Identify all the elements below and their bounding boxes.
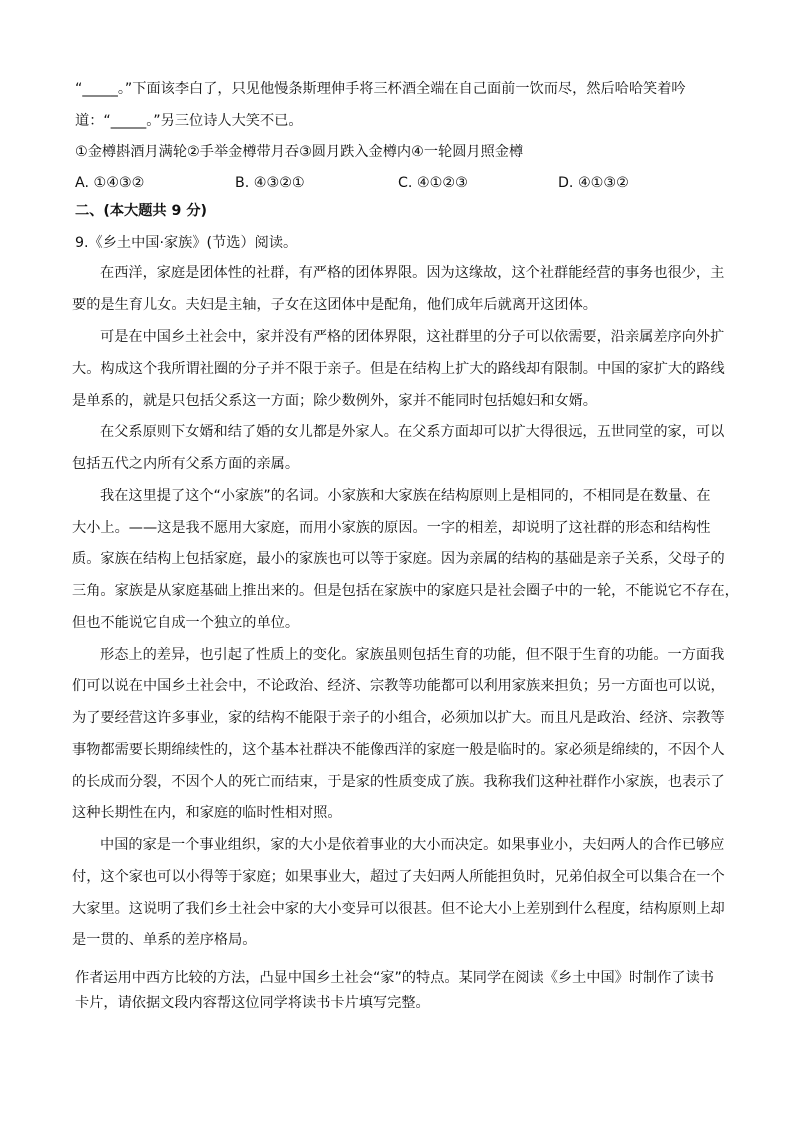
passage-line: 可是在中国乡土社会中，家并没有严格的团体界限，这社群里的分子可以依需要，沿亲属差序向外扩	[100, 329, 725, 345]
passage-line: 包括五代之内所有父系方面的亲属。	[72, 456, 300, 472]
passage-line: 大家里。这说明了我们乡土社会中家的大小变异可以很甚。但不论大小上差别到什么程度，结构原则上却	[72, 901, 725, 917]
passage-line: 但也不能说它自成一个独立的单位。	[72, 615, 300, 631]
section-title: 二、(本大题共 9 分)	[75, 203, 208, 219]
passage-line: 在西洋，家庭是团体性的社群，有严格的团体界限。因为这缘故，这个社群能经营的事务也很少，主	[100, 265, 725, 281]
passage-line: 三角。家族是从家庭基础上推出来的。但是包括在家族中的家庭只是社会圈子中的一轮，不能说它不存在，	[72, 583, 739, 599]
task-instruction-line-1: 作者运用中西方比较的方法，凸显中国乡土社会“家”的特点。某同学在阅读《乡土中国》时制作了读书	[75, 970, 714, 986]
passage-line: 这种长期性在内，和家庭的临时性相对照。	[72, 805, 342, 821]
task-instruction-line-2: 卡片，请依据文段内容帮这位同学将读书卡片填写完整。	[75, 995, 430, 1011]
prev-question-choices: ①金樽斟酒月满轮②手举金樽带月吞③圆月跌入金樽内④一轮圆月照金樽	[75, 144, 524, 160]
option-d: D. ④①③②	[558, 175, 629, 191]
passage-line: 质。家族在结构上包括家庭，最小的家族也可以等于家庭。因为亲属的结构的基础是亲子关系，父母子的	[72, 551, 725, 567]
passage-line: 付，这个家也可以小得等于家庭；如果事业大，超过了夫妇两人所能担负时，兄弟伯叔全可以集合在一个	[72, 869, 725, 885]
option-c: C. ④①②③	[398, 175, 468, 191]
passage-line: 要的是生育儿女。夫妇是主轴，子女在这团体中是配角，他们成年后就离开这团体。	[72, 297, 597, 313]
prev-question-line-1: “_____。”下面该李白了，只见他慢条斯理伸手将三杯酒全端在自己面前一饮而尽，然后哈哈笑着吟	[75, 81, 686, 97]
question-9-stem: 9.《乡土中国·家族》(节选）阅读。	[75, 235, 298, 251]
passage-line: 为了要经营这许多事业，家的结构不能限于亲子的小组合，必须加以扩大。而且凡是政治、经济、宗教等	[72, 710, 725, 726]
prev-question-line-2: 道：“_____。”另三位诗人大笑不已。	[75, 113, 303, 129]
passage-line: 的长成而分裂，不因个人的死亡而结束，于是家的性质变成了族。我称我们这种社群作小家族，也表示了	[72, 774, 725, 790]
passage-line: 大小上。——这是我不愿用大家庭，而用小家族的原因。一字的相差，却说明了这社群的形态和结构性	[72, 520, 711, 536]
passage-line: 我在这里提了这个“小家族”的名词。小家族和大家族在结构原则上是相同的，不相同是在数量、在	[100, 488, 711, 504]
passage-line: 是单系的，就是只包括父系这一方面；除少数例外，家并不能同时包括媳妇和女婿。	[72, 393, 597, 409]
option-a: A. ①④③②	[75, 175, 145, 191]
passage-line: 形态上的差异，也引起了性质上的变化。家族虽则包括生育的功能，但不限于生育的功能。一方面我	[100, 647, 725, 663]
passage-line: 在父系原则下女婿和结了婚的女儿都是外家人。在父系方面却可以扩大得很远，五世同堂的家，可以	[100, 424, 725, 440]
passage-line: 大。构成这个我所谓社圈的分子并不限于亲子。但是在结构上扩大的路线却有限制。中国的家扩大的路线	[72, 361, 725, 377]
passage-line: 是一贯的、单系的差序格局。	[72, 932, 257, 948]
option-b: B. ④③②①	[235, 175, 305, 191]
passage-line: 们可以说在中国乡土社会中，不论政治、经济、宗教等功能都可以利用家族来担负；另一方面也可以说，	[72, 678, 725, 694]
passage-line: 中国的家是一个事业组织，家的大小是依着事业的大小而决定。如果事业小，夫妇两人的合作已够应	[100, 837, 725, 853]
passage-line: 事物都需要长期绵续性的，这个基本社群决不能像西洋的家庭一般是临时的。家必须是绵续的，不因个人	[72, 742, 725, 758]
